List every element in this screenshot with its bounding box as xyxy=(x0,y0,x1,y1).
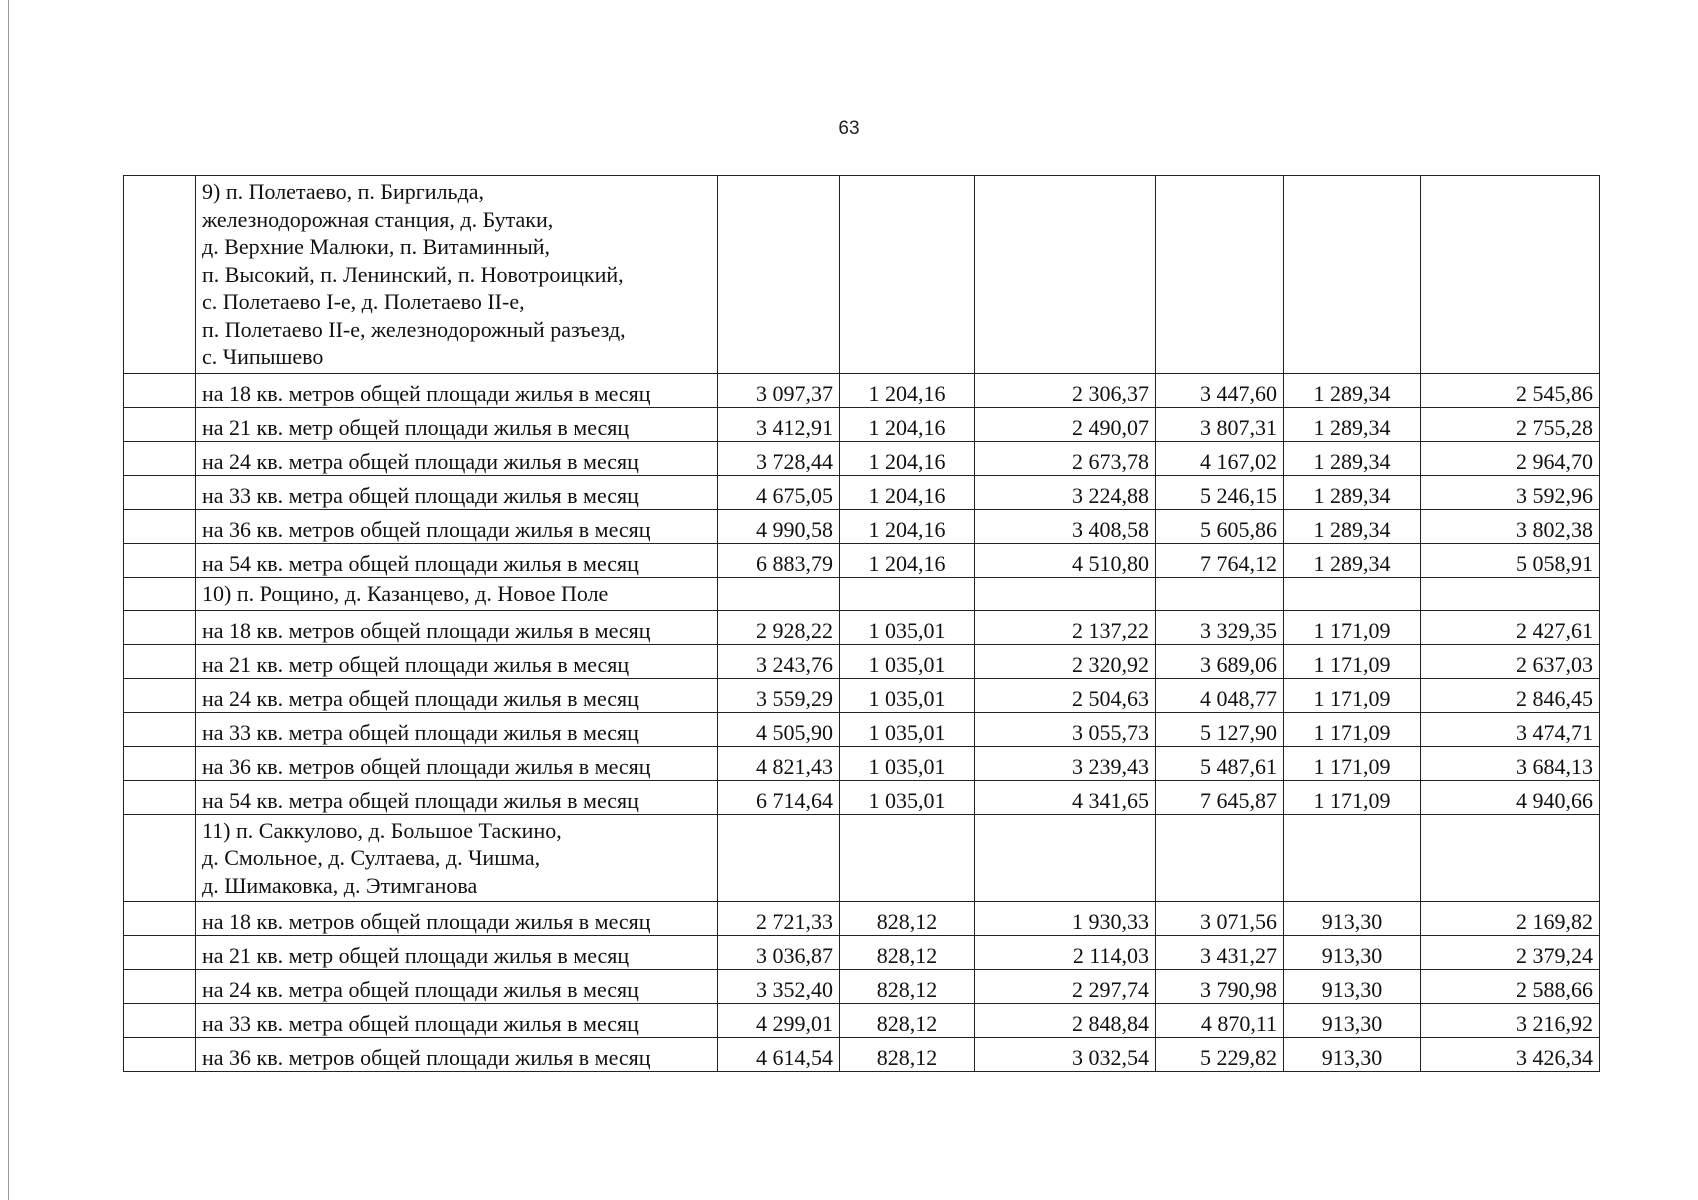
row-index-cell xyxy=(124,936,196,970)
value-cell-col-3: 4 341,65 xyxy=(975,780,1156,814)
value-cell-col-3: 1 930,33 xyxy=(975,902,1156,936)
group-header-row xyxy=(124,176,1600,374)
value-cell-col-2: 1 035,01 xyxy=(840,712,975,746)
value-cell-col-6: 5 058,91 xyxy=(1421,543,1600,577)
value-cell-col-4: 5 605,86 xyxy=(1156,509,1284,543)
value-cell-col-3: 3 055,73 xyxy=(975,712,1156,746)
value-cell-col-2: 1 204,16 xyxy=(840,373,975,407)
empty-value-cell xyxy=(1156,814,1284,902)
value-cell-col-2: 1 204,16 xyxy=(840,441,975,475)
norm-label-cell: на 24 кв. метра общей площади жилья в месяц xyxy=(196,970,718,1004)
empty-value-cell xyxy=(1156,577,1284,610)
norm-label-cell: на 18 кв. метров общей площади жилья в месяц xyxy=(196,373,718,407)
row-index-cell xyxy=(124,441,196,475)
value-cell-col-3: 2 848,84 xyxy=(975,1004,1156,1038)
table-row xyxy=(124,543,1600,577)
table-row xyxy=(124,902,1600,936)
value-cell-col-1: 3 559,29 xyxy=(718,678,840,712)
value-cell-col-4: 3 447,60 xyxy=(1156,373,1284,407)
value-cell-col-2: 1 204,16 xyxy=(840,475,975,509)
table-row xyxy=(124,1004,1600,1038)
empty-value-cell xyxy=(1156,176,1284,374)
value-cell-col-2: 1 204,16 xyxy=(840,407,975,441)
norm-label-cell: на 36 кв. метров общей площади жилья в месяц xyxy=(196,509,718,543)
value-cell-col-3: 2 114,03 xyxy=(975,936,1156,970)
value-cell-col-1: 6 714,64 xyxy=(718,780,840,814)
value-cell-col-6: 3 684,13 xyxy=(1421,746,1600,780)
norm-label-cell: на 24 кв. метра общей площади жилья в месяц xyxy=(196,441,718,475)
row-index-cell xyxy=(124,644,196,678)
value-cell-col-4: 5 246,15 xyxy=(1156,475,1284,509)
value-cell-col-5: 1 171,09 xyxy=(1284,610,1421,644)
row-index-cell xyxy=(124,407,196,441)
settlement-group-title: 11) п. Саккулово, д. Большое Таскино, д. Смольное, д. Султаева, д. Чишма, д. Шимаковка, д. Этимганова xyxy=(196,814,718,902)
value-cell-col-6: 2 427,61 xyxy=(1421,610,1600,644)
row-index-cell xyxy=(124,902,196,936)
group-header-row xyxy=(124,577,1600,610)
norm-label-cell: на 36 кв. метров общей площади жилья в месяц xyxy=(196,746,718,780)
row-index-cell xyxy=(124,373,196,407)
table-row xyxy=(124,746,1600,780)
value-cell-col-3: 2 490,07 xyxy=(975,407,1156,441)
norm-label-cell: на 21 кв. метр общей площади жилья в месяц xyxy=(196,407,718,441)
row-index-cell xyxy=(124,543,196,577)
norm-label-cell: на 18 кв. метров общей площади жилья в месяц xyxy=(196,610,718,644)
value-cell-col-5: 1 171,09 xyxy=(1284,712,1421,746)
value-cell-col-2: 828,12 xyxy=(840,1004,975,1038)
value-cell-col-2: 1 204,16 xyxy=(840,509,975,543)
value-cell-col-1: 2 928,22 xyxy=(718,610,840,644)
empty-value-cell xyxy=(1421,814,1600,902)
tariff-table xyxy=(123,175,1600,1072)
value-cell-col-3: 2 297,74 xyxy=(975,970,1156,1004)
scan-edge-line xyxy=(8,0,9,1200)
table-row xyxy=(124,610,1600,644)
empty-value-cell xyxy=(975,577,1156,610)
table-row xyxy=(124,509,1600,543)
value-cell-col-1: 4 505,90 xyxy=(718,712,840,746)
empty-value-cell xyxy=(840,814,975,902)
tariff-table-body xyxy=(124,176,1600,1072)
value-cell-col-4: 7 764,12 xyxy=(1156,543,1284,577)
value-cell-col-4: 3 329,35 xyxy=(1156,610,1284,644)
row-index-cell xyxy=(124,678,196,712)
table-row xyxy=(124,407,1600,441)
settlement-group-title: 10) п. Рощино, д. Казанцево, д. Новое Поле xyxy=(196,577,718,610)
row-index-cell xyxy=(124,780,196,814)
value-cell-col-3: 2 306,37 xyxy=(975,373,1156,407)
value-cell-col-6: 3 216,92 xyxy=(1421,1004,1600,1038)
empty-value-cell xyxy=(1284,176,1421,374)
value-cell-col-2: 1 035,01 xyxy=(840,678,975,712)
table-row xyxy=(124,780,1600,814)
norm-label-cell: на 54 кв. метра общей площади жилья в месяц xyxy=(196,780,718,814)
table-row xyxy=(124,644,1600,678)
value-cell-col-5: 913,30 xyxy=(1284,1038,1421,1072)
value-cell-col-3: 2 673,78 xyxy=(975,441,1156,475)
value-cell-col-3: 2 137,22 xyxy=(975,610,1156,644)
value-cell-col-1: 4 821,43 xyxy=(718,746,840,780)
value-cell-col-1: 6 883,79 xyxy=(718,543,840,577)
value-cell-col-5: 1 289,34 xyxy=(1284,509,1421,543)
row-index-cell xyxy=(124,577,196,610)
value-cell-col-5: 913,30 xyxy=(1284,970,1421,1004)
norm-label-cell: на 18 кв. метров общей площади жилья в месяц xyxy=(196,902,718,936)
value-cell-col-4: 4 167,02 xyxy=(1156,441,1284,475)
empty-value-cell xyxy=(718,176,840,374)
value-cell-col-1: 3 412,91 xyxy=(718,407,840,441)
value-cell-col-2: 1 035,01 xyxy=(840,780,975,814)
value-cell-col-4: 3 071,56 xyxy=(1156,902,1284,936)
value-cell-col-5: 1 289,34 xyxy=(1284,543,1421,577)
norm-label-cell: на 33 кв. метра общей площади жилья в месяц xyxy=(196,475,718,509)
table-row xyxy=(124,936,1600,970)
value-cell-col-1: 4 299,01 xyxy=(718,1004,840,1038)
value-cell-col-5: 1 289,34 xyxy=(1284,441,1421,475)
empty-value-cell xyxy=(718,577,840,610)
row-index-cell xyxy=(124,814,196,902)
value-cell-col-3: 2 320,92 xyxy=(975,644,1156,678)
norm-label-cell: на 21 кв. метр общей площади жилья в месяц xyxy=(196,644,718,678)
value-cell-col-6: 2 846,45 xyxy=(1421,678,1600,712)
value-cell-col-6: 2 169,82 xyxy=(1421,902,1600,936)
empty-value-cell xyxy=(975,814,1156,902)
empty-value-cell xyxy=(975,176,1156,374)
value-cell-col-1: 3 097,37 xyxy=(718,373,840,407)
value-cell-col-1: 2 721,33 xyxy=(718,902,840,936)
value-cell-col-2: 1 035,01 xyxy=(840,610,975,644)
value-cell-col-1: 4 614,54 xyxy=(718,1038,840,1072)
settlement-group-title: 9) п. Полетаево, п. Биргильда, железнодорожная станция, д. Бутаки, д. Верхние Малюки, п. Витаминный, п. Высокий, п. Ленинский, п. Новотроицкий, с. Полетаево I-е, д. Полетаево II-е, п. Полетаево II-е, железнодорожный разъезд, с. Чипышево xyxy=(196,176,718,374)
value-cell-col-6: 3 474,71 xyxy=(1421,712,1600,746)
table-row xyxy=(124,441,1600,475)
value-cell-col-3: 2 504,63 xyxy=(975,678,1156,712)
empty-value-cell xyxy=(1421,577,1600,610)
value-cell-col-2: 828,12 xyxy=(840,970,975,1004)
row-index-cell xyxy=(124,712,196,746)
row-index-cell xyxy=(124,509,196,543)
value-cell-col-4: 7 645,87 xyxy=(1156,780,1284,814)
empty-value-cell xyxy=(840,176,975,374)
value-cell-col-3: 4 510,80 xyxy=(975,543,1156,577)
value-cell-col-3: 3 408,58 xyxy=(975,509,1156,543)
group-header-row xyxy=(124,814,1600,902)
empty-value-cell xyxy=(1421,176,1600,374)
table-row xyxy=(124,373,1600,407)
value-cell-col-4: 3 689,06 xyxy=(1156,644,1284,678)
value-cell-col-5: 1 171,09 xyxy=(1284,678,1421,712)
value-cell-col-5: 913,30 xyxy=(1284,902,1421,936)
row-index-cell xyxy=(124,610,196,644)
norm-label-cell: на 21 кв. метр общей площади жилья в месяц xyxy=(196,936,718,970)
value-cell-col-5: 1 171,09 xyxy=(1284,780,1421,814)
value-cell-col-6: 2 755,28 xyxy=(1421,407,1600,441)
value-cell-col-4: 5 487,61 xyxy=(1156,746,1284,780)
value-cell-col-4: 5 127,90 xyxy=(1156,712,1284,746)
value-cell-col-1: 3 243,76 xyxy=(718,644,840,678)
value-cell-col-2: 1 035,01 xyxy=(840,644,975,678)
norm-label-cell: на 24 кв. метра общей площади жилья в месяц xyxy=(196,678,718,712)
value-cell-col-4: 5 229,82 xyxy=(1156,1038,1284,1072)
table-row xyxy=(124,475,1600,509)
value-cell-col-2: 1 035,01 xyxy=(840,746,975,780)
row-index-cell xyxy=(124,1038,196,1072)
value-cell-col-3: 3 032,54 xyxy=(975,1038,1156,1072)
value-cell-col-5: 913,30 xyxy=(1284,936,1421,970)
value-cell-col-6: 2 637,03 xyxy=(1421,644,1600,678)
row-index-cell xyxy=(124,1004,196,1038)
value-cell-col-6: 2 964,70 xyxy=(1421,441,1600,475)
empty-value-cell xyxy=(718,814,840,902)
norm-label-cell: на 54 кв. метра общей площади жилья в месяц xyxy=(196,543,718,577)
value-cell-col-5: 1 171,09 xyxy=(1284,644,1421,678)
norm-label-cell: на 33 кв. метра общей площади жилья в месяц xyxy=(196,1004,718,1038)
row-index-cell xyxy=(124,746,196,780)
value-cell-col-2: 828,12 xyxy=(840,1038,975,1072)
value-cell-col-6: 3 426,34 xyxy=(1421,1038,1600,1072)
row-index-cell xyxy=(124,176,196,374)
value-cell-col-4: 3 807,31 xyxy=(1156,407,1284,441)
row-index-cell xyxy=(124,475,196,509)
value-cell-col-1: 4 675,05 xyxy=(718,475,840,509)
value-cell-col-4: 4 048,77 xyxy=(1156,678,1284,712)
value-cell-col-6: 2 588,66 xyxy=(1421,970,1600,1004)
norm-label-cell: на 36 кв. метров общей площади жилья в месяц xyxy=(196,1038,718,1072)
value-cell-col-2: 828,12 xyxy=(840,936,975,970)
value-cell-col-3: 3 239,43 xyxy=(975,746,1156,780)
empty-value-cell xyxy=(1284,814,1421,902)
table-row xyxy=(124,678,1600,712)
value-cell-col-2: 1 204,16 xyxy=(840,543,975,577)
value-cell-col-5: 1 289,34 xyxy=(1284,373,1421,407)
value-cell-col-4: 4 870,11 xyxy=(1156,1004,1284,1038)
value-cell-col-5: 1 289,34 xyxy=(1284,407,1421,441)
value-cell-col-6: 3 802,38 xyxy=(1421,509,1600,543)
table-row xyxy=(124,712,1600,746)
value-cell-col-6: 2 379,24 xyxy=(1421,936,1600,970)
value-cell-col-5: 1 171,09 xyxy=(1284,746,1421,780)
value-cell-col-1: 3 728,44 xyxy=(718,441,840,475)
value-cell-col-6: 3 592,96 xyxy=(1421,475,1600,509)
norm-label-cell: на 33 кв. метра общей площади жилья в месяц xyxy=(196,712,718,746)
value-cell-col-1: 3 036,87 xyxy=(718,936,840,970)
page-number: 63 xyxy=(838,118,860,139)
value-cell-col-4: 3 431,27 xyxy=(1156,936,1284,970)
value-cell-col-2: 828,12 xyxy=(840,902,975,936)
value-cell-col-3: 3 224,88 xyxy=(975,475,1156,509)
value-cell-col-1: 3 352,40 xyxy=(718,970,840,1004)
value-cell-col-5: 1 289,34 xyxy=(1284,475,1421,509)
value-cell-col-6: 4 940,66 xyxy=(1421,780,1600,814)
value-cell-col-1: 4 990,58 xyxy=(718,509,840,543)
value-cell-col-4: 3 790,98 xyxy=(1156,970,1284,1004)
empty-value-cell xyxy=(1284,577,1421,610)
value-cell-col-6: 2 545,86 xyxy=(1421,373,1600,407)
value-cell-col-5: 913,30 xyxy=(1284,1004,1421,1038)
row-index-cell xyxy=(124,970,196,1004)
table-row xyxy=(124,970,1600,1004)
empty-value-cell xyxy=(840,577,975,610)
table-row xyxy=(124,1038,1600,1072)
